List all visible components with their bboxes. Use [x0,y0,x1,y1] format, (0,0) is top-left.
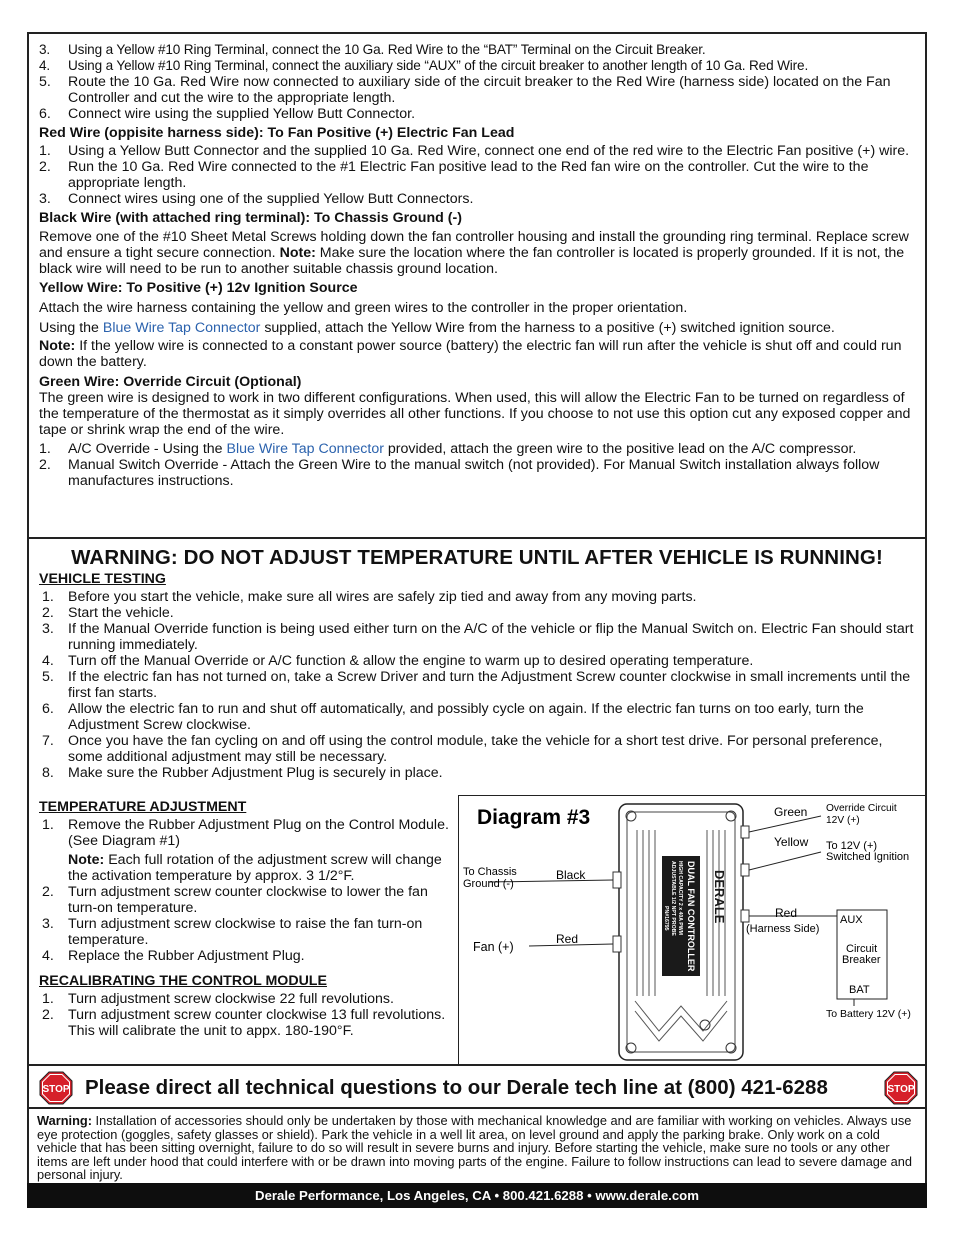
tech-line-section [27,1064,927,1109]
label-yellow: Yellow [774,835,809,849]
yellow-wire-text-1: Attach the wire harness containing the yellow and green wires to the controller in the proper orientation. [39,300,688,316]
safety-warning-text: Warning: Installation of accessories should only be undertaken by those with mechanical knowledge and are familiar with working on vehicles. Always use eye protection (goggles, safety glasses or shield). Park the vehicle in a well lit area, on level ground and apply the parking brake. Only work on a cold vehicle that has been sitting overnight, failure to do so will result in severe burns and injury. Before starting the vehicle, make sure no tools or any other items are left under hood that could interfere with or be drawn into moving parts of the engine. Failure to follow instructions can lead to severe damage and personal injury. [37,1113,912,1183]
footer-bar: Derale Performance, Los Angeles, CA • 800.421.6288 • www.derale.com [27,1183,927,1208]
label-override-1: Override Circuit [826,803,897,814]
diagram-3-drawing [459,796,926,1065]
label-bat: BAT [849,984,870,996]
label-chassis-1: To Chassis [463,866,517,878]
list-item: 6. Allow the electric fan to run and shut off automatically, and possibly cycle on again. If the electric fan turns on too early, turn the Adjustment Screw clockwise. [42,701,864,733]
red-wire-heading: Red Wire (oppisite harness side): To Fan Positive (+) Electric Fan Lead [39,125,515,141]
label-cb-2: Breaker [842,954,881,966]
breaker-steps-list [39,42,919,122]
temp-adjust-note: Note: Each full rotation of the adjustment screw will change the activation temperature by approx. 3 1/2°F. [68,852,442,884]
list-item: 5. Route the 10 Ga. Red Wire now connected to auxiliary side of the circuit breaker to the Red Wire (harness side) located on the Fan Controller and cut the wire to the appropriate length. [39,74,891,106]
list-item: 5. If the electric fan has not turned on, take a Screw Driver and turn the Adjustment Screw counter clockwise in small increments until the first fan starts. [42,669,911,701]
warning-heading: WARNING: DO NOT ADJUST TEMPERATURE UNTIL AFTER VEHICLE IS RUNNING! [71,546,883,569]
list-item: 2. Manual Switch Override - Attach the Green Wire to the manual switch (not provided). For Manual Switch installation always follow manufactures instructions. [39,457,880,489]
list-item: 1. Using a Yellow Butt Connector and the supplied 10 Ga. Red Wire, connect one end of the red wire to the Electric Fan positive (+) wire. [39,143,910,159]
diagram-3 [458,795,927,1066]
list-item: 2. Turn adjustment screw counter clockwise 13 full revolutions. This will calibrate the unit to appx. 180-190°F. [42,1007,446,1039]
list-item: 4. Turn off the Manual Override or A/C function & allow the engine to warm up to desired operating temperature. [42,653,754,669]
label-harness-side: (Harness Side) [746,923,820,935]
device-line4: PN#16795 [663,906,669,931]
vehicle-testing-list [39,589,919,781]
label-battery: To Battery 12V (+) [826,1008,911,1020]
green-wire-text: The green wire is designed to work in two different configurations. When used, this will allow the Electric Fan to be turned on regardless of the temperature of the thermostat as it simply overrides all other functions. If you choose to not use this option cut any exposed copper and tape or shrink wrap the end of the wire. [39,390,911,438]
testing-adjustment-section [27,537,927,1066]
yellow-wire-text-2: Using the Blue Wire Tap Connector supplied, attach the Yellow Wire from the harness to a positive (+) switched ignition source. [39,320,835,336]
label-ign-1: To 12V (+) [826,840,878,852]
device-line3: ADJUSTABLE 1/2 NPT PROBE [670,861,676,936]
list-item: 3. If the Manual Override function is being used either turn on the A/C of the vehicle or flip the Manual Switch on. Electric Fan should start running immediately. [42,621,914,653]
black-wire-heading: Black Wire (with attached ring terminal): To Chassis Ground (-) [39,210,462,226]
label-red-fan: Red [556,932,579,946]
list-item: 3. Connect wires using one of the supplied Yellow Butt Connectors. [39,191,474,207]
temp-adjust-heading: TEMPERATURE ADJUSTMENT [39,799,247,815]
label-aux: AUX [840,914,863,926]
device-line1: DUAL FAN CONTROLLER [686,861,696,972]
label-fan: Fan (+) [473,940,514,954]
label-ign-2: Switched Ignition [826,851,910,863]
yellow-wire-note: Note: If the yellow wire is connected to a constant power source (battery) the electric fan will run after the vehicle is shut off and could run down the battery. [39,338,902,370]
wiring-instructions-section [27,32,927,539]
vehicle-testing-heading: VEHICLE TESTING [39,571,166,587]
temp-adjust-list [39,817,449,964]
label-green: Green [774,805,808,819]
fan-controller-module [613,804,749,1060]
stop-sign-icon [884,1071,918,1105]
recalibrate-heading: RECALIBRATING THE CONTROL MODULE [39,973,327,989]
list-item: 6. Connect wire using the supplied Yellow Butt Connector. [39,106,416,122]
label-red-harness: Red [775,906,798,920]
list-item: 1. Turn adjustment screw clockwise 22 full revolutions. [42,991,394,1007]
list-item: 4. Replace the Rubber Adjustment Plug. [42,948,305,964]
list-item: 3. Using a Yellow #10 Ring Terminal, connect the 10 Ga. Red Wire to the “BAT” Terminal on the Circuit Breaker. [39,42,706,57]
stop-label-right: STOP [887,1084,915,1095]
label-cb-1: Circuit [846,943,878,955]
recalibrate-list [39,991,449,1039]
yellow-wire-heading: Yellow Wire: To Positive (+) 12v Ignition Source [39,280,358,296]
green-wire-steps-list [39,441,919,489]
label-chassis-2: Ground (-) [463,878,514,890]
device-brand: DERALE [712,870,727,924]
list-item: 1. Remove the Rubber Adjustment Plug on the Control Module. (See Diagram #1) Note: Each full rotation of the adjustment screw will change the activation temperature by approx. 3 1/2°F. [42,817,449,884]
device-line2: HIGH CAPACITY 2 x 40A PWM [677,861,683,935]
list-item: 1. A/C Override - Using the Blue Wire Tap Connector provided, attach the green wire to the positive lead on the A/C compressor. [39,441,857,457]
list-item: 4. Using a Yellow #10 Ring Terminal, connect the auxiliary side “AUX” of the circuit breaker to another length of 10 Ga. Red Wire. [39,58,809,73]
stop-sign-icon [39,1071,73,1105]
diagram-title: Diagram #3 [477,806,591,829]
red-wire-steps-list [39,143,919,207]
black-wire-text: Remove one of the #10 Sheet Metal Screws holding down the fan controller housing and install the grounding ring terminal. Replace screw and ensure a tight secure connection. Note: Make sure the location where the fan controller is located is properly grounded. If it is not, the black wire will need to be run to another suitable chassis ground location. [39,229,909,277]
stop-label-left: STOP [42,1084,70,1095]
label-black: Black [556,868,586,882]
label-override-2: 12V (+) [826,815,860,826]
list-item: 2. Start the vehicle. [42,605,174,621]
list-item: 3. Turn adjustment screw clockwise to raise the fan turn-on temperature. [42,916,423,948]
green-wire-heading: Green Wire: Override Circuit (Optional) [39,374,302,390]
list-item: 7. Once you have the fan cycling on and off using the control module, take the vehicle for a short test drive. For personal preference, some additional adjustment may still be necessary. [42,733,883,765]
list-item: 1. Before you start the vehicle, make sure all wires are safely zip tied and away from any moving parts. [42,589,697,605]
tech-line-text: Please direct all technical questions to our Derale tech line at (800) 421-6288 [85,1076,828,1099]
list-item: 2. Run the 10 Ga. Red Wire connected to the #1 Electric Fan positive lead to the Red fan wire on the controller. Cut the wire to the appropriate length. [39,159,869,191]
list-item: 2. Turn adjustment screw counter clockwise to lower the fan turn-on temperature. [42,884,428,916]
safety-warning-section [27,1107,927,1185]
list-item: 8. Make sure the Rubber Adjustment Plug is securely in place. [42,765,443,781]
